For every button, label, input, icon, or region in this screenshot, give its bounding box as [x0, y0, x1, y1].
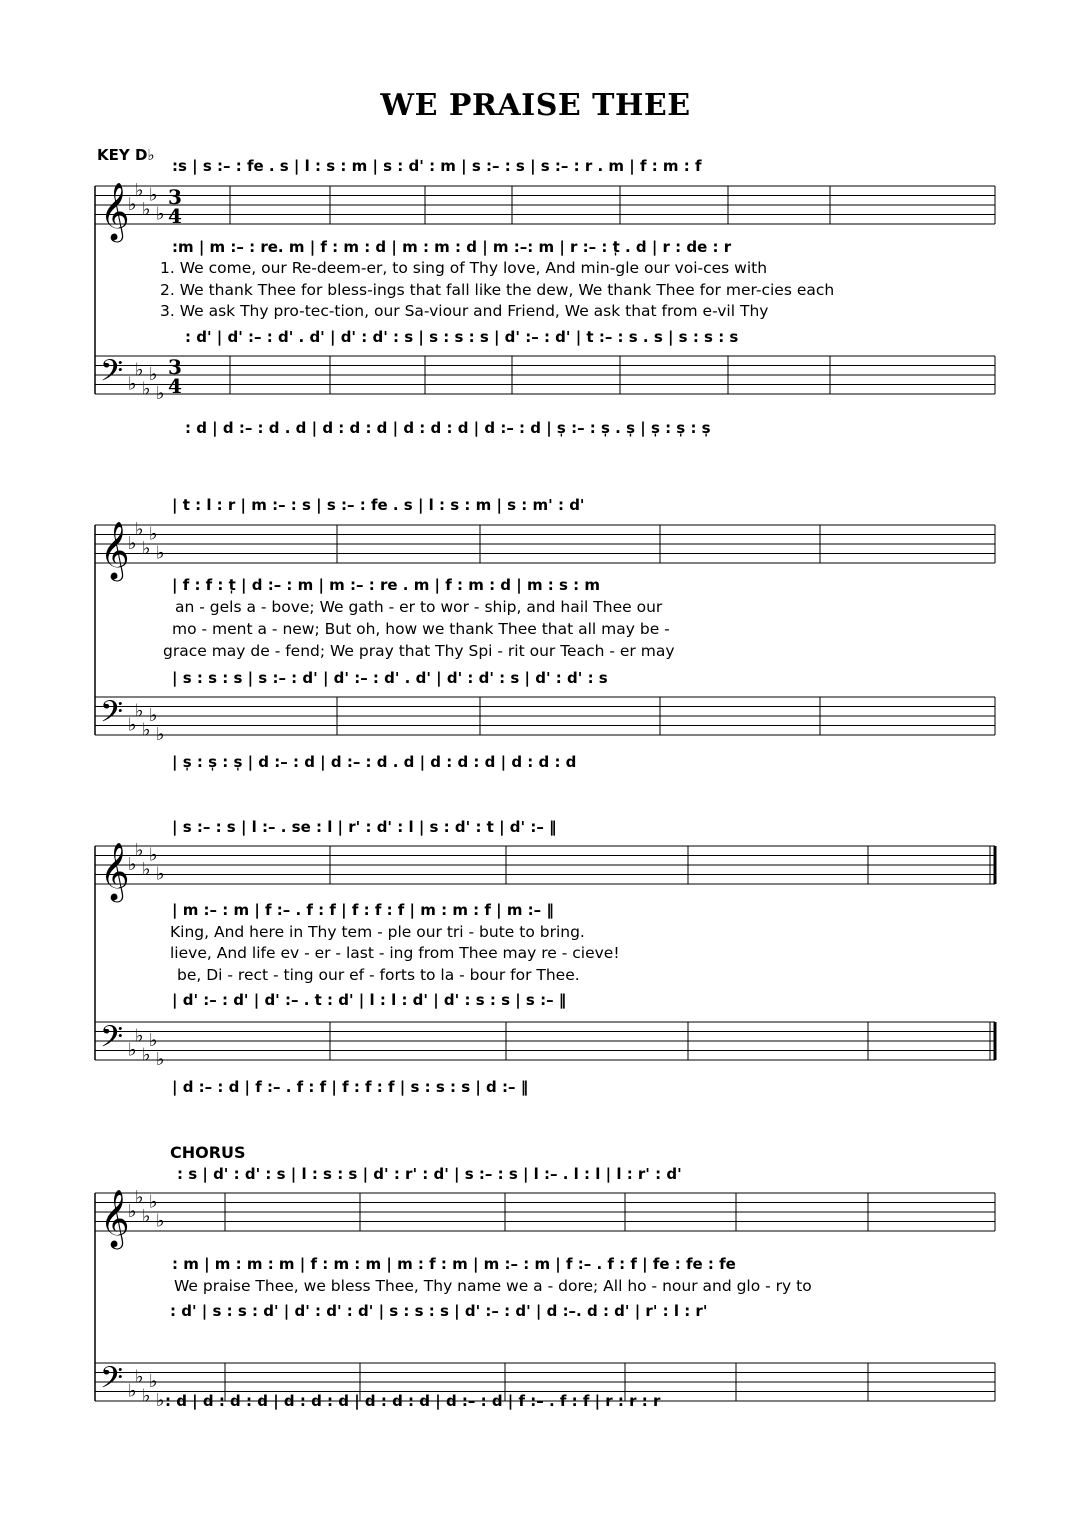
- lyric-verse1-1: 1. We come, our Re-deem-er, to sing of Thy love, And min-gle our voi-ces with: [160, 259, 768, 277]
- flat-icon: ♭: [128, 1380, 137, 1402]
- alto-solfa-1: :m | m :– : re. m | f : m : d | m : m : d | m :–: m | r :– : t̩ . d | r : de : r: [172, 238, 732, 256]
- flat-icon: ♭: [156, 863, 165, 885]
- flat-icon: ♭: [156, 1049, 165, 1070]
- flat-icon: ♭: [142, 1385, 151, 1407]
- treble-clef-icon: 𝄞: [100, 1189, 130, 1247]
- flat-icon: ♭: [142, 537, 151, 559]
- tenor-solfa-3: | d' :– : d' | d' :– . t : d' | l : l : d' | d' : s : s | s :– ‖: [172, 991, 567, 1009]
- treble-clef-icon: 𝄞: [100, 521, 130, 579]
- flat-icon: ♭: [156, 1210, 165, 1232]
- flat-icon: ♭: [128, 1039, 137, 1061]
- time-signature-top: 3: [168, 185, 182, 209]
- flat-icon: ♭: [128, 714, 137, 736]
- flat-icon: ♭: [142, 1205, 151, 1227]
- flat-icon: ♭: [128, 194, 137, 215]
- flat-icon: ♭: [142, 378, 151, 400]
- lyric-verse2-2: mo - ment a - new; But oh, how we thank Thee that all may be -: [172, 620, 670, 638]
- flat-icon: ♭: [149, 844, 158, 866]
- chorus-label: CHORUS: [170, 1143, 246, 1162]
- flat-icon: ♭: [149, 705, 158, 726]
- lyric-verse1-3: King, And here in Thy tem - ple our tri - bute to bring.: [170, 923, 585, 941]
- lyric-chorus-4: We praise Thee, we bless Thee, Thy name we a - dore; All ho - nour and glo - ry to: [174, 1277, 812, 1295]
- soprano-solfa-4: : s | d' : d' : s | l : s : s | d' : r' : d' | s :– : s | l :– . l : l | l : r' : d': [177, 1165, 682, 1183]
- flat-icon: ♭: [156, 203, 165, 225]
- flat-icon: ♭: [149, 184, 158, 206]
- flat-icon: ♭: [149, 1371, 158, 1392]
- flat-icon: ♭: [156, 542, 165, 564]
- flat-icon: ♭: [135, 839, 144, 861]
- key-label: KEY D♭: [97, 146, 155, 164]
- flat-icon: ♭: [142, 198, 151, 220]
- flat-icon: ♭: [135, 518, 144, 540]
- bass-clef-icon: 𝄢: [100, 354, 124, 396]
- flat-icon: ♭: [128, 373, 137, 395]
- lyric-verse3-2: grace may de - fend; We pray that Thy Spi - rit our Teach - er may: [163, 642, 675, 660]
- bass-clef-icon: 𝄢: [100, 695, 124, 737]
- soprano-solfa-2: | t : l : r | m :– : s | s :– : fe . s | l : s : m | s : m' : d': [172, 496, 585, 514]
- treble-clef-icon: 𝄞: [100, 182, 130, 240]
- flat-icon: ♭: [128, 1201, 137, 1222]
- flat-icon: ♭: [128, 533, 137, 554]
- flat-icon: ♭: [135, 1366, 144, 1388]
- time-signature-top: 3: [168, 355, 182, 379]
- flat-icon: ♭: [156, 724, 165, 745]
- lyric-verse3-1: 3. We ask Thy pro-tec-tion, our Sa-viour and Friend, We ask that from e-vil Thy: [160, 302, 769, 320]
- flat-icon: ♭: [135, 700, 144, 722]
- lyric-verse1-2: an - gels a - bove; We gath - er to wor - ship, and hail Thee our: [175, 598, 663, 616]
- tenor-solfa-1: : d' | d' :– : d' . d' | d' : d' : s | s : s : s | d' :– : d' | t :– : s . s | s : s : s: [185, 328, 739, 346]
- bass-clef-icon: 𝄢: [100, 1020, 124, 1062]
- lyric-verse3-3: be, Di - rect - ting our ef - forts to la - bour for Thee.: [177, 966, 580, 984]
- bass-solfa-1: : d | d :– : d . d | d : d : d | d : d : d | d :– : d | s̩ :– : s̩ . s̩ | s̩ : s̩ : s̩: [185, 419, 711, 437]
- flat-icon: ♭: [128, 854, 137, 875]
- flat-icon: ♭: [142, 719, 151, 741]
- time-signature-bottom: 4: [168, 204, 182, 228]
- soprano-solfa-1: :s | s :– : fe . s | l : s : m | s : d' : m | s :– : s | s :– : r . m | f : m : f: [172, 157, 702, 175]
- flat-icon: ♭: [149, 523, 158, 545]
- flat-icon: ♭: [156, 383, 165, 404]
- tenor-solfa-4: : d' | s : s : d' | d' : d' : d' | s : s : s | d' :– : d' | d :–. d : d' | r' : l : r': [170, 1302, 708, 1320]
- flat-icon: ♭: [156, 1390, 165, 1411]
- bass-solfa-2: | s̩ : s̩ : s̩ | d :– : d | d :– : d . d | d : d : d | d : d : d: [172, 753, 577, 771]
- alto-solfa-3: | m :– : m | f :– . f : f | f : f : f | m : m : f | m :– ‖: [172, 901, 554, 919]
- treble-clef-icon: 𝄞: [100, 842, 130, 900]
- lyric-verse2-1: 2. We thank Thee for bless-ings that fall like the dew, We thank Thee for mer-cies each: [160, 281, 835, 299]
- lyric-verse2-3: lieve, And life ev - er - last - ing from Thee may re - cieve!: [170, 944, 620, 962]
- bass-solfa-3: | d :– : d | f :– . f : f | f : f : f | s : s : s | d :– ‖: [172, 1078, 529, 1096]
- flat-icon: ♭: [149, 1030, 158, 1051]
- bass-solfa-4: : d | d : d : d | d : d : d | d : d : d | d :– : d | f :– . f : f | r : r : r: [165, 1392, 661, 1410]
- time-signature-bottom: 4: [168, 374, 182, 398]
- page-title: WE PRAISE THEE: [380, 88, 691, 123]
- soprano-solfa-3: | s :– : s | l :– . se : l | r' : d' : l | s : d' : t | d' :– ‖: [172, 818, 557, 836]
- bass-clef-icon: 𝄢: [100, 1361, 124, 1403]
- flat-icon: ♭: [149, 1191, 158, 1213]
- flat-icon: ♭: [135, 1186, 144, 1208]
- flat-icon: ♭: [135, 1025, 144, 1047]
- flat-icon: ♭: [149, 364, 158, 385]
- flat-icon: ♭: [135, 359, 144, 381]
- flat-icon: ♭: [142, 858, 151, 880]
- alto-solfa-2: | f : f : t̩ | d :– : m | m :– : re . m | f : m : d | m : s : m: [172, 576, 601, 594]
- flat-icon: ♭: [142, 1044, 151, 1066]
- tenor-solfa-2: | s : s : s | s :– : d' | d' :– : d' . d' | d' : d' : s | d' : d' : s: [172, 669, 608, 687]
- alto-solfa-4: : m | m : m : m | f : m : m | m : f : m | m :– : m | f :– . f : f | fe : fe : fe: [172, 1255, 736, 1273]
- flat-icon: ♭: [135, 179, 144, 201]
